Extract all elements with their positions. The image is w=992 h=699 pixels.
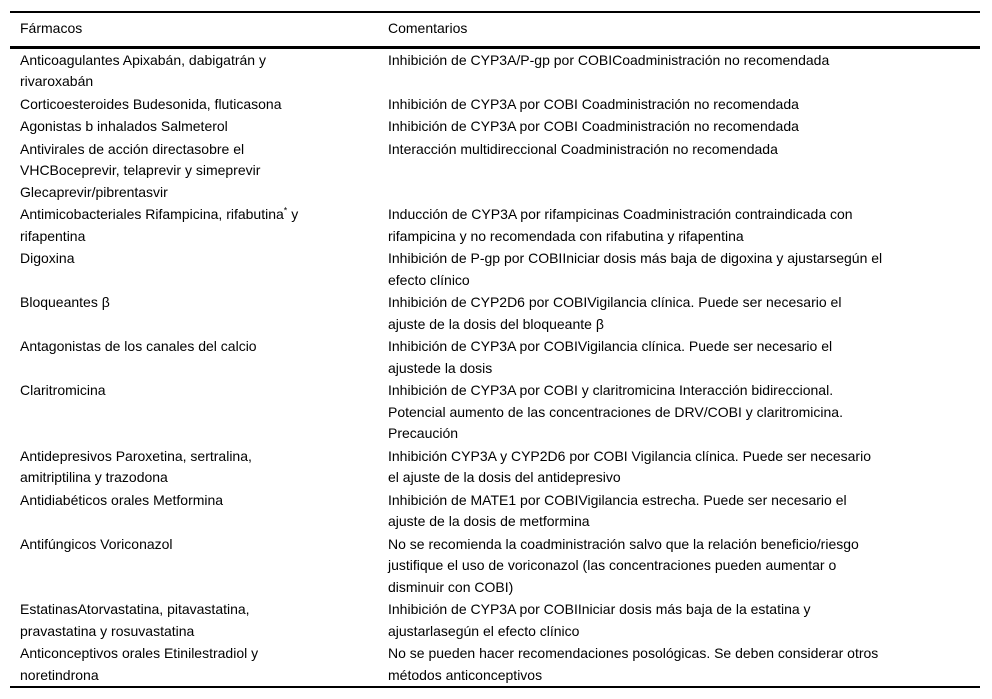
cell-line: Inhibición de CYP3A por COBI y claritromicina Interacción bidireccional. <box>388 382 834 398</box>
cell-line: rifapentina <box>20 227 86 244</box>
table-row <box>10 203 980 247</box>
table-row <box>10 489 980 533</box>
comentario-cell <box>388 598 980 642</box>
cell-line: Digoxina <box>20 250 75 266</box>
farmaco-cell <box>10 203 388 247</box>
farmaco-cell <box>10 115 388 138</box>
table-row <box>10 379 980 445</box>
farmaco-cell <box>10 291 388 335</box>
comentario-cell <box>388 247 980 291</box>
table-row <box>10 247 980 291</box>
farmaco-cell <box>10 138 388 204</box>
comentario-cell <box>388 335 980 379</box>
farmaco-cell <box>10 598 388 642</box>
table-row <box>10 93 980 116</box>
comentario-cell <box>388 379 980 445</box>
cell-line: Inhibición CYP3A y CYP2D6 por COBI Vigilancia clínica. Puede ser necesario <box>388 447 871 464</box>
footnote-asterisk-marker: * <box>283 205 288 216</box>
column-header-farmacos: Fármacos <box>10 12 388 47</box>
cell-line: métodos anticonceptivos <box>388 666 543 683</box>
cell-line: EstatinasAtorvastatina, pitavastatina, <box>20 601 250 617</box>
farmaco-cell <box>10 335 388 379</box>
cell-line: Inhibición de CYP3A/P-gp por COBICoadministración no recomendada <box>388 51 830 68</box>
cell-line: Antivirales de acción directasobre el <box>20 140 245 157</box>
farmaco-cell <box>10 489 388 533</box>
cell-line: Glecaprevir/pibrentasvir <box>20 183 168 200</box>
comentario-cell <box>388 47 980 93</box>
cell-line: Inhibición de CYP3A por COBIIniciar dosis más baja de la estatina y <box>388 601 811 617</box>
cell-line: No se recomienda la coadministración salvo que la relación beneficio/riesgo <box>388 535 859 552</box>
cell-line: ajuste de la dosis de metformina <box>388 513 590 529</box>
table-row <box>10 598 980 642</box>
farmaco-cell <box>10 445 388 489</box>
cell-line: Antidiabéticos orales Metformina <box>20 491 224 508</box>
text-part: Antimicobacteriales Rifampicina, rifabutina <box>20 206 284 222</box>
table-row <box>10 445 980 489</box>
table-body <box>10 47 980 687</box>
cell-line: Antagonistas de los canales del calcio <box>20 338 257 354</box>
cell-line: ajustede la dosis <box>388 359 493 376</box>
cell-line: Inhibición de CYP3A por COBIVigilancia clínica. Puede ser necesario el <box>388 338 833 354</box>
comentario-cell <box>388 203 980 247</box>
cell-line: ajustarlasegún el efecto clínico <box>388 622 580 639</box>
table-row <box>10 335 980 379</box>
table-row <box>10 47 980 93</box>
cell-line: Inhibición de CYP2D6 por COBIVigilancia clínica. Puede ser necesario el <box>388 294 842 310</box>
header-row <box>10 12 980 47</box>
table-header <box>10 12 980 47</box>
drug-interactions-table <box>10 11 980 688</box>
cell-line: Claritromicina <box>20 382 106 398</box>
cell-line: rivaroxabán <box>20 73 94 89</box>
comentario-cell <box>388 93 980 116</box>
cell-line: Potencial aumento de las concentraciones de DRV/COBI y claritromicina. <box>388 403 843 420</box>
comentario-cell <box>388 642 980 687</box>
cell-line: amitriptilina y trazodona <box>20 469 168 485</box>
text-part: y <box>287 206 299 222</box>
cell-line: rifampicina y no recomendada con rifabutina y rifapentina <box>388 227 744 244</box>
comentario-cell <box>388 115 980 138</box>
cell-line: Precaución <box>388 425 459 441</box>
farmaco-cell <box>10 247 388 291</box>
cell-line: Inhibición de MATE1 por COBIVigilancia estrecha. Puede ser necesario el <box>388 491 847 508</box>
cell-line <box>20 204 388 226</box>
cell-line: el ajuste de la dosis del antidepresivo <box>388 469 621 485</box>
cell-line: Agonistas b inhalados Salmeterol <box>20 118 228 134</box>
cell-line: pravastatina y rosuvastatina <box>20 622 195 639</box>
comentario-cell <box>388 489 980 533</box>
cell-line: Inducción de CYP3A por rifampicinas Coadministración contraindicada con <box>388 206 853 222</box>
table-row <box>10 642 980 687</box>
table-row <box>10 138 980 204</box>
comentario-cell <box>388 445 980 489</box>
cell-line: Inhibición de P-gp por COBIIniciar dosis más baja de digoxina y ajustarsegún el <box>388 250 883 266</box>
column-header-comentarios: Comentarios <box>388 12 980 47</box>
cell-line: Anticoagulantes Apixabán, dabigatrán y <box>20 51 266 68</box>
comentario-cell <box>388 533 980 599</box>
comentario-cell <box>388 291 980 335</box>
cell-line: Anticonceptivos orales Etinilestradiol y <box>20 645 259 661</box>
farmaco-cell <box>10 533 388 599</box>
cell-line: VHCBoceprevir, telaprevir y simeprevir <box>20 162 261 178</box>
farmaco-cell <box>10 379 388 445</box>
cell-line: Inhibición de CYP3A por COBI Coadministración no recomendada <box>388 118 799 134</box>
table-row <box>10 291 980 335</box>
cell-line: Inhibición de CYP3A por COBI Coadministración no recomendada <box>388 95 799 112</box>
farmaco-cell <box>10 642 388 687</box>
table-row <box>10 533 980 599</box>
cell-line: Bloqueantes β <box>20 294 110 310</box>
cell-line: Antidepresivos Paroxetina, sertralina, <box>20 447 252 464</box>
cell-line: disminuir con COBI) <box>388 578 514 595</box>
cell-line: No se pueden hacer recomendaciones posológicas. Se deben considerar otros <box>388 645 879 661</box>
cell-line: Antifúngicos Voriconazol <box>20 535 173 552</box>
cell-line: Interacción multidireccional Coadministración no recomendada <box>388 140 778 157</box>
cell-line: noretindrona <box>20 666 99 683</box>
cell-line: ajuste de la dosis del bloqueante β <box>388 315 604 332</box>
comentario-cell <box>388 138 980 204</box>
cell-line: efecto clínico <box>388 271 470 288</box>
cell-line: Corticoesteroides Budesonida, fluticasona <box>20 95 282 112</box>
table-row <box>10 115 980 138</box>
farmaco-cell <box>10 93 388 116</box>
farmaco-cell <box>10 47 388 93</box>
cell-line: justifique el uso de voriconazol (las concentraciones pueden aumentar o <box>388 557 837 573</box>
